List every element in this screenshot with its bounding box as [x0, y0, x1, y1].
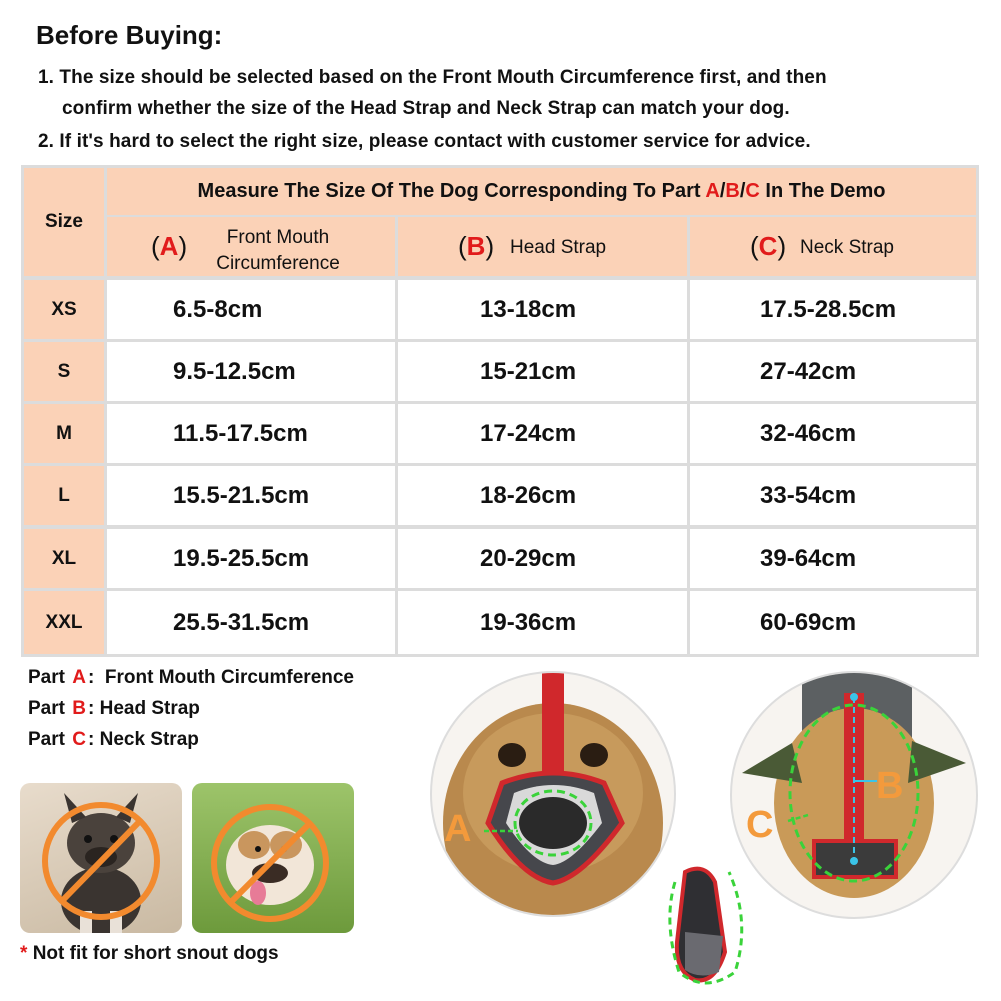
table-title-sep-1: / — [719, 180, 726, 202]
value-a-l: 15.5-21.5cm — [107, 466, 395, 525]
col-b-label: Head Strap — [510, 237, 607, 258]
row-size-s: S — [24, 342, 104, 401]
diagram-label-c: C — [746, 804, 774, 846]
size-table — [21, 165, 979, 657]
page-title: Before Buying: — [36, 20, 223, 50]
legend-b-text: Head Strap — [99, 698, 200, 719]
muzzle-product-image — [655, 862, 755, 994]
col-a-letter: A — [159, 231, 179, 261]
col-a-label-line-1: Front Mouth — [226, 227, 330, 248]
value-b-l: 18-26cm — [398, 466, 687, 525]
value-b-s: 15-21cm — [398, 342, 687, 401]
table-title-b: B — [725, 180, 740, 202]
value-c-m: 32-46cm — [690, 404, 976, 463]
col-c-label: Neck Strap — [800, 237, 894, 258]
size-header: Size — [24, 168, 104, 276]
footnote — [20, 943, 279, 965]
note-1-line-1: 1. The size should be selected based on the Front Mouth Circumference first, and then — [38, 67, 827, 88]
legend-c-letter: C — [72, 729, 86, 750]
legend-part-word: Part — [28, 729, 65, 750]
legend-part-c: Part C : Neck Strap — [28, 729, 199, 750]
table-title — [107, 168, 976, 215]
row-size-xl: XL — [24, 529, 104, 588]
value-b-xs: 13-18cm — [398, 280, 687, 339]
value-b-m: 17-24cm — [398, 404, 687, 463]
diagram-label-b: B — [876, 765, 904, 807]
value-b-xxl: 19-36cm — [398, 591, 687, 654]
muzzle-illustration — [655, 862, 755, 994]
col-header-b: (B) Head Strap — [398, 217, 687, 276]
note-1 — [38, 62, 978, 124]
french-bulldog-illustration — [20, 783, 182, 933]
dog-front-muzzle-illustration — [432, 673, 674, 915]
row-size-l: L — [24, 466, 104, 525]
legend-a-text: Front Mouth Circumference — [104, 667, 354, 688]
legend-part-a: Part A : Front Mouth Circumference — [28, 667, 354, 688]
note-2: 2. If it's hard to select the right size, please contact with customer service for advice. — [38, 131, 811, 152]
legend-a-letter: A — [72, 667, 86, 688]
value-a-xl: 19.5-25.5cm — [107, 529, 395, 588]
legend-b-letter: B — [72, 698, 86, 719]
value-c-xl: 39-64cm — [690, 529, 976, 588]
english-bulldog-photo — [192, 783, 354, 933]
top-view-diagram — [730, 671, 978, 919]
col-c-letter: C — [758, 231, 778, 261]
footnote-text: Not fit for short snout dogs — [32, 943, 279, 964]
dog-top-head-illustration — [732, 673, 976, 917]
english-bulldog-illustration — [192, 783, 354, 933]
footnote-star: * — [20, 943, 28, 964]
front-view-diagram — [430, 671, 676, 917]
table-title-pre: Measure The Size Of The Dog Corresponding To Part — [197, 180, 706, 202]
col-b-letter: B — [466, 231, 486, 261]
col-a-label-line-2: Circumference — [216, 253, 340, 274]
diagram-label-a: A — [444, 808, 472, 850]
legend-part-word: Part — [28, 698, 65, 719]
value-c-s: 27-42cm — [690, 342, 976, 401]
legend-part-b: Part B : Head Strap — [28, 698, 200, 719]
value-a-s: 9.5-12.5cm — [107, 342, 395, 401]
value-c-xxl: 60-69cm — [690, 591, 976, 654]
note-1-line-2: confirm whether the size of the Head Strap and Neck Strap can match your dog. — [62, 98, 790, 119]
value-a-xs: 6.5-8cm — [107, 280, 395, 339]
legend-c-text: Neck Strap — [99, 729, 199, 750]
legend-part-word: Part — [28, 667, 65, 688]
col-header-a: (A) Front Mouth Circumference — [107, 217, 395, 276]
value-c-l: 33-54cm — [690, 466, 976, 525]
value-a-m: 11.5-17.5cm — [107, 404, 395, 463]
table-title-a: A — [705, 180, 720, 202]
row-size-m: M — [24, 404, 104, 463]
table-title-c: C — [745, 180, 760, 202]
table-title-sep-2: / — [739, 180, 746, 202]
value-b-xl: 20-29cm — [398, 529, 687, 588]
row-size-xxl: XXL — [24, 591, 104, 654]
value-a-xxl: 25.5-31.5cm — [107, 591, 395, 654]
value-c-xs: 17.5-28.5cm — [690, 280, 976, 339]
row-size-xs: XS — [24, 280, 104, 339]
french-bulldog-photo — [20, 783, 182, 933]
table-title-post: In The Demo — [759, 180, 886, 202]
col-header-c: (C) Neck Strap — [690, 217, 976, 276]
